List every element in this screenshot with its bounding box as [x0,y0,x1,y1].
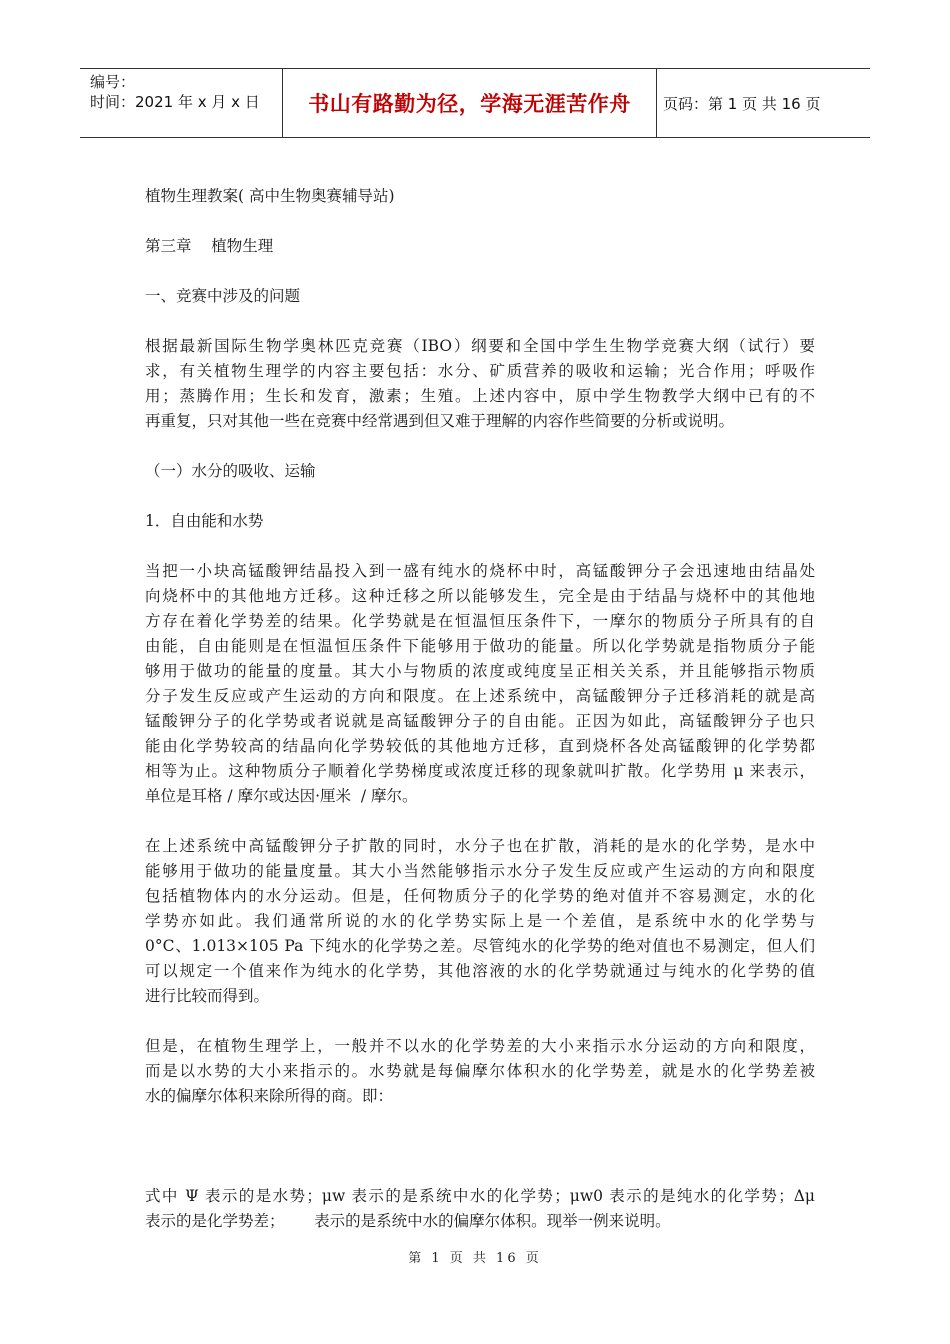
doc-title: 植物生理教案( 高中生物奥赛辅导站) [145,187,395,205]
motto-cell [283,69,657,137]
document-body [145,184,815,1234]
page-header [80,68,870,138]
para-line: 0°C、1.013×105 Pa 下纯水的化学势之差。尽管纯水的化学势的绝对值也不易测定，但人们 [145,937,815,955]
para-line: 用；蒸腾作用；生长和发育，激素；生殖。上述内容中，原中学生物教学大纲中已有的不 [145,387,815,405]
para-line: 式中 Ψ 表示的是水势；μw 表示的是系统中水的化学势；μw0 表示的是纯水的化学势；Δμ [145,1187,815,1205]
page-info-text: 页码：第 1 页 共 16 页 [663,94,821,113]
paragraph-5 [145,1184,815,1234]
para-line: 求，有关植物生理学的内容主要包括：水分、矿质营养的吸收和运输；光合作用；呼吸作 [145,362,815,380]
para-line: 方存在着化学势差的结果。化学势就是在恒温恒压条件下，一摩尔的物质分子所具有的自 [145,612,815,630]
para-line: 能够用于做功的能量度量。其大小当然能够指示水分子发生反应或产生运动的方向和限度 [145,862,815,880]
para-line: 能由化学势较高的结晶向化学势较低的其他地方迁移，直到烧杯各处高锰酸钾的化学势都 [145,737,815,755]
para-line: 够用于做功的能量的度量。其大小与物质的浓度或纯度呈正相关关系，并且能够指示物质 [145,662,815,680]
para-line: 而是以水势的大小来指示的。水势就是每偏摩尔体积水的化学势差，就是水的化学势差被 [145,1062,815,1080]
paragraph-3 [145,834,815,1009]
para-line: 相等为止。这种物质分子顺着化学势梯度或浓度迁移的现象就叫扩散。化学势用 μ 来表示， [145,762,815,780]
para-line: 进行比较而得到。 [145,987,270,1005]
time-label: 时间：2021 年 x 月 x 日 [90,93,260,111]
motto-text: 书山有路勤为径，学海无涯苦作舟 [308,92,631,116]
page-info-cell [657,69,870,137]
para-line: 单位是耳格 / 摩尔或达因·厘米 / 摩尔。 [145,787,418,805]
code-label: 编号： [90,73,136,91]
header-meta-cell [80,69,283,137]
para-line: 可以规定一个值来作为纯水的化学势，其他溶液的水的化学势就通过与纯水的化学势的值 [145,962,815,980]
paragraph-2 [145,559,815,809]
para-line: 但是，在植物生理学上，一般并不以水的化学势差的大小来指示水分运动的方向和限度， [145,1037,815,1055]
para-line: 再重复，只对其他一些在竞赛中经常遇到但又难于理解的内容作些简要的分析或说明。 [145,412,735,430]
para-line: 向烧杯中的其他地方迁移。这种迁移之所以能够发生，完全是由于结晶与烧杯中的其他地 [145,587,815,605]
para-line: 由能，自由能则是在恒温恒压条件下能够用于做功的能量。所以化学势就是指物质分子能 [145,637,815,655]
para-line: 学势亦如此。我们通常所说的水的化学势实际上是一个差值，是系统中水的化学势与 [145,912,815,930]
para-line: 根据最新国际生物学奥林匹克竞赛（IBO）纲要和全国中学生生物学竞赛大纲（试行）要 [145,337,815,355]
item-heading: 1．自由能和水势 [145,512,264,530]
para-line: 水的偏摩尔体积来除所得的商。即： [145,1087,394,1105]
para-line: 表示的是化学势差； 表示的是系统中水的偏摩尔体积。现举一例来说明。 [145,1212,671,1230]
page-footer [0,1247,950,1266]
footer-page-number: 第 1 页 共 16 页 [408,1251,542,1266]
paragraph-4 [145,1034,815,1109]
para-line: 当把一小块高锰酸钾结晶投入到一盛有纯水的烧杯中时，高锰酸钾分子会迅速地由结晶处 [145,562,815,580]
para-line: 在上述系统中高锰酸钾分子扩散的同时，水分子也在扩散，消耗的是水的化学势，是水中 [145,837,815,855]
para-line: 分子发生反应或产生运动的方向和限度。在上述系统中，高锰酸钾分子迁移消耗的就是高 [145,687,815,705]
section-heading: 一、竞赛中涉及的问题 [145,287,301,305]
chapter-heading: 第三章 植物生理 [145,237,274,255]
para-line: 包括植物体内的水分运动。但是，任何物质分子的化学势的绝对值并不容易测定，水的化 [145,887,815,905]
para-line: 锰酸钾分子的化学势或者说就是高锰酸钾分子的自由能。正因为如此，高锰酸钾分子也只 [145,712,815,730]
paragraph-1 [145,334,815,434]
subsection-heading: （一）水分的吸收、运输 [145,462,316,480]
